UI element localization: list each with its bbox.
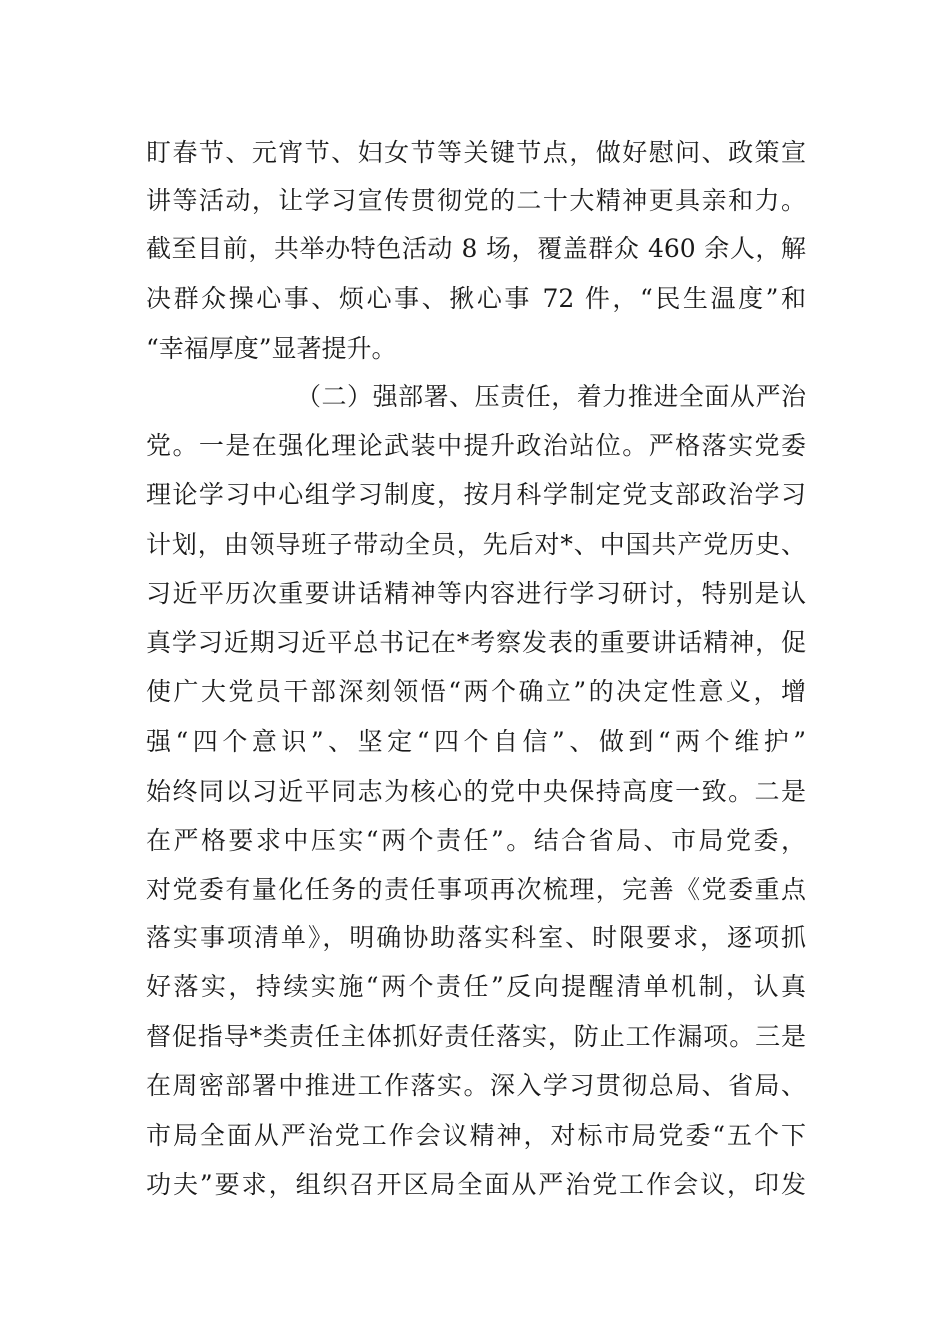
text-line: 理论学习中心组学习制度，按月科学制定党支部政治学习 [146,480,806,509]
text-line: 落实事项清单》，明确协助落实科室、时限要求，逐项抓 [146,923,806,952]
text-line: 督促指导*类责任主体抓好责任落实，防止工作漏项。三是 [146,1022,806,1051]
text-line: 截至目前，共举办特色活动 8 场，覆盖群众 460 余人，解 [146,234,806,263]
text-line: 在周密部署中推进工作落实。深入学习贯彻总局、省局、 [146,1071,806,1100]
text-line: 始终同以习近平同志为核心的党中央保持高度一致。二是 [146,777,806,806]
text-line: 在严格要求中压实“两个责任”。结合省局、市局党委， [146,826,806,855]
text-line: 好落实，持续实施“两个责任”反向提醒清单机制，认真 [146,972,806,1001]
section-heading: （二）强部署、压责任，着力推进全面从严治 [296,382,806,411]
text-line: 使广大党员干部深刻领悟“两个确立”的决定性意义，增 [146,677,806,706]
text-line: 功夫”要求，组织召开区局全面从严治党工作会议，印发 [146,1170,806,1199]
text-line: 市局全面从严治党工作会议精神，对标市局党委“五个下 [146,1121,806,1150]
text-line: 强“四个意识”、坚定“四个自信”、做到“两个维护” [146,727,806,756]
text-line: 习近平历次重要讲话精神等内容进行学习研讨，特别是认 [146,579,806,608]
text-line: 计划，由领导班子带动全员，先后对*、中国共产党历史、 [146,530,806,559]
text-line: 盯春节、元宵节、妇女节等关键节点，做好慰问、政策宣 [146,138,806,167]
text-line: 讲等活动，让学习宣传贯彻党的二十大精神更具亲和力。 [146,186,806,215]
text-line: 真学习近期习近平总书记在*考察发表的重要讲话精神，促 [146,628,806,657]
text-line: 决群众操心事、烦心事、揪心事 72 件，“民生温度”和 [146,284,806,313]
text-line: 党。一是在强化理论武装中提升政治站位。严格落实党委 [146,431,806,460]
text-line: 对党委有量化任务的责任事项再次梳理，完善《党委重点 [146,875,806,904]
text-line: “幸福厚度”显著提升。 [146,334,397,363]
